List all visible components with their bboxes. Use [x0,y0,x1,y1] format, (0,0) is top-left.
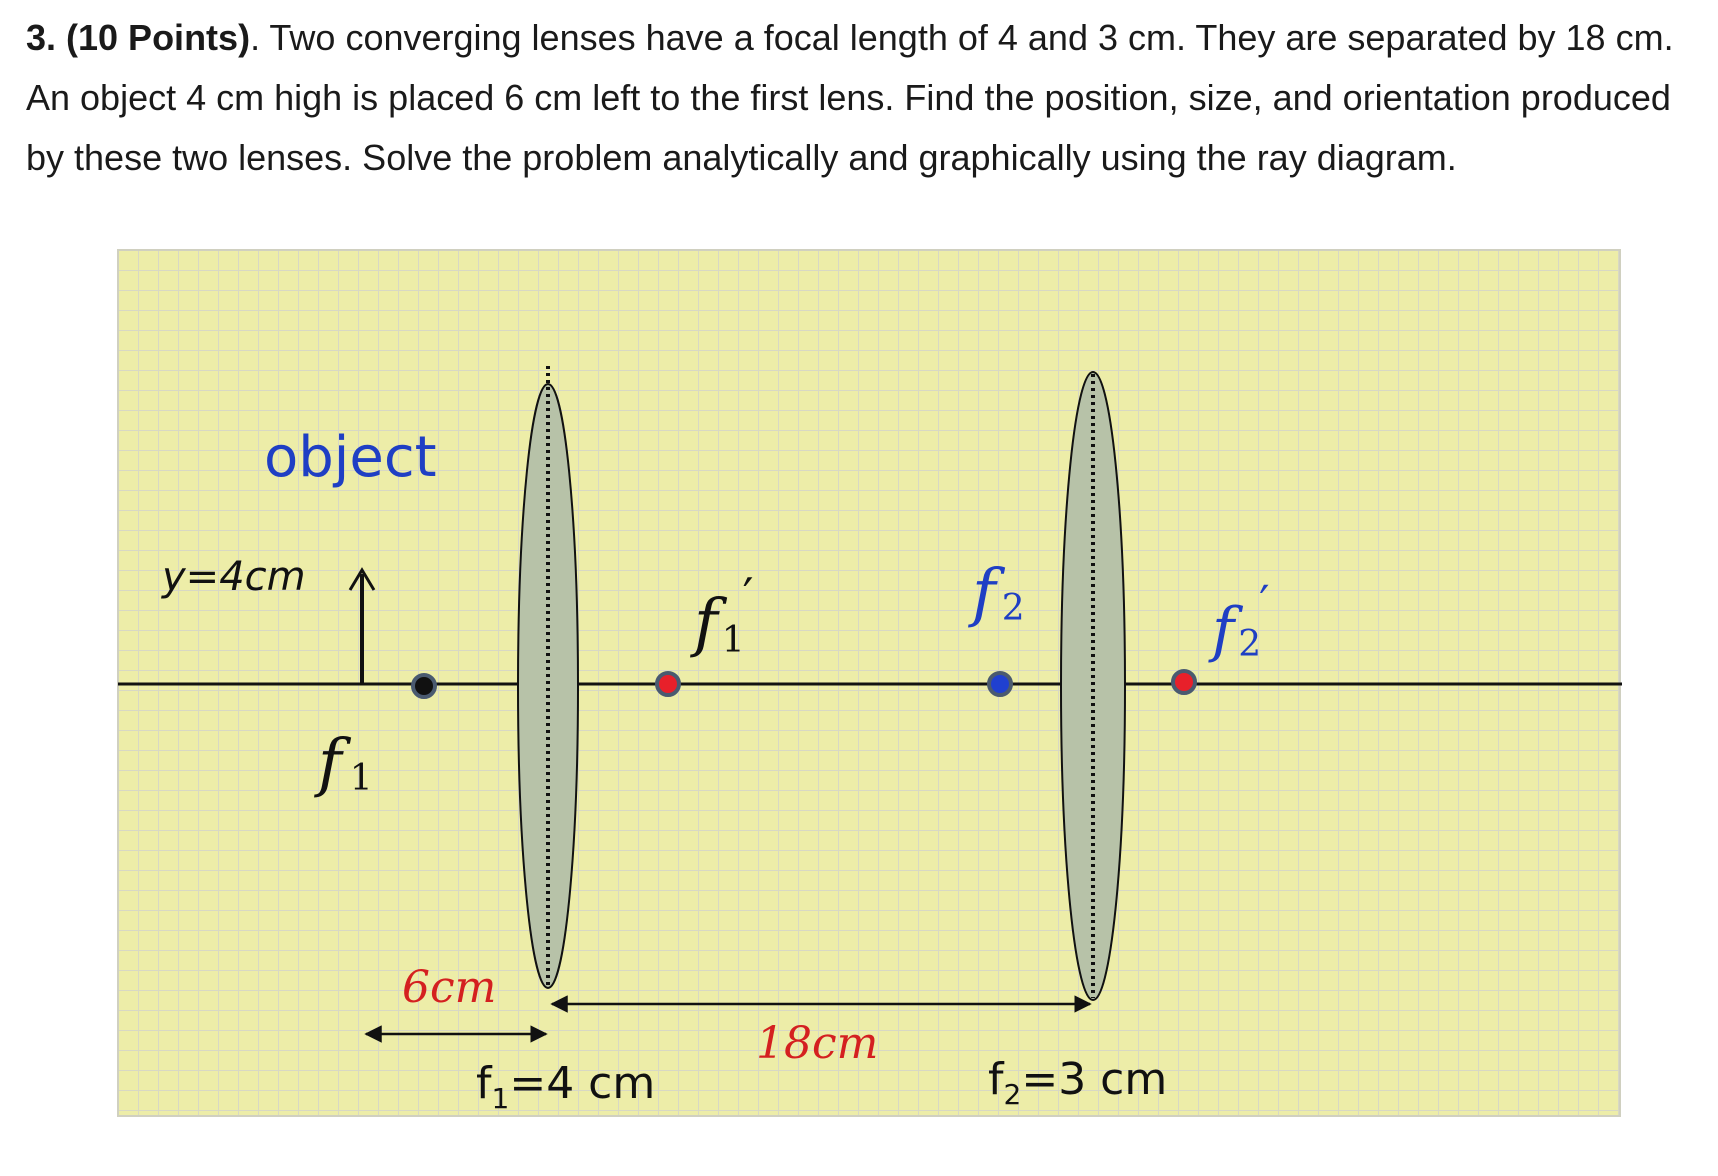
f1-point [413,675,435,697]
lens-1 [518,384,578,988]
object-height-label: y=4cm [162,554,306,600]
f2-point [989,673,1011,695]
f2-prime-point [1173,671,1195,693]
lens-1-focal-label: $f_1=4$ cm [476,1058,656,1115]
problem-number: 3. (10 Points) [26,17,251,58]
problem-text: . Two converging lenses have a focal length of 4 and 3 cm. They are separated by 18 cm. An object 4 cm high is placed 6 cm left to the first lens. Find the position, size, and orientation produced by these two lenses. Solve the problem analytically and graphically using the ray diagram. [26,17,1674,178]
f1-prime-label: f 1′ [694,568,754,661]
f2-label: f 2 [972,556,1025,630]
f1-prime-point [657,673,679,695]
f2-prime-label: f 2′ [1212,575,1270,665]
object-label: object [264,425,437,490]
lens-2-focal-label: $f_2=3$ cm [988,1054,1168,1111]
distance-6cm-label: 6cm [402,962,497,1013]
f1-label: f 1 [318,726,373,800]
distance-18cm-label: 18cm [756,1018,879,1069]
